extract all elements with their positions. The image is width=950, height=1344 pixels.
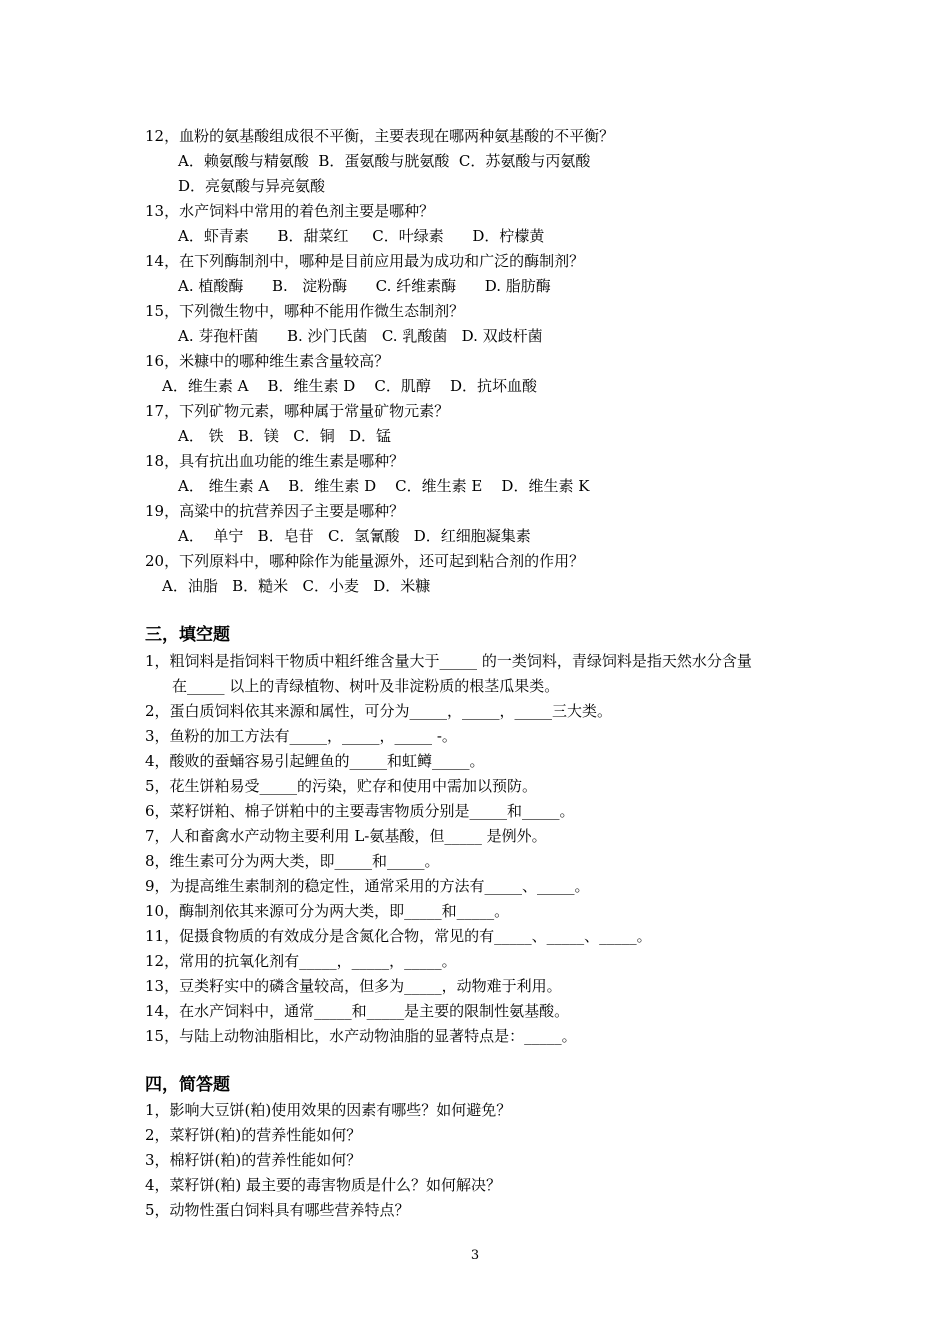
blank-question-1: 1，粗饲料是指饲料干物质中粗纤维含量大于_____ 的一类饲料，青绿饲料是指天然水分含量 [145, 652, 752, 670]
question-12-options-cont: D．亮氨酸与异亮氨酸 [178, 177, 326, 195]
blank-question-10: 10，酶制剂依其来源可分为两大类，即_____和_____。 [145, 902, 510, 920]
blank-question-9: 9，为提高维生素制剂的稳定性，通常采用的方法有_____、_____。 [145, 877, 590, 895]
short-answer-question-5: 5，动物性蛋白饲料具有哪些营养特点？ [145, 1201, 410, 1219]
page-number: 3 [470, 1248, 480, 1263]
blank-question-2: 2，蛋白质饲料依其来源和属性，可分为_____，_____，_____三大类。 [145, 702, 613, 720]
question-18: 18，具有抗出血功能的维生素是哪种？ [145, 452, 405, 470]
blank-question-1-cont: 在_____ 以上的青绿植物、树叶及非淀粉质的根茎瓜果类。 [172, 677, 560, 695]
blank-question-12: 12，常用的抗氧化剂有_____，_____，_____。 [145, 952, 457, 970]
question-17-options: A． 铁 B．镁 C．铜 D．锰 [178, 427, 392, 445]
blank-question-13: 13，豆类籽实中的磷含量较高，但多为_____，动物难于利用。 [145, 977, 562, 995]
blank-question-15: 15，与陆上动物油脂相比，水产动物油脂的显著特点是：_____。 [145, 1027, 577, 1045]
question-19: 19，高粱中的抗营养因子主要是哪种？ [145, 502, 405, 520]
question-12-options: A．赖氨酸与精氨酸 B．蛋氨酸与胱氨酸 C．苏氨酸与丙氨酸 [178, 152, 591, 170]
blank-question-7: 7，人和畜禽水产动物主要利用 L-氨基酸，但_____ 是例外。 [145, 827, 547, 845]
question-14: 14，在下列酶制剂中，哪种是目前应用最为成功和广泛的酶制剂？ [145, 252, 585, 270]
question-20: 20，下列原料中，哪种除作为能量源外，还可起到粘合剂的作用？ [145, 552, 585, 570]
section-heading-short-answer: 四，简答题 [145, 1075, 230, 1095]
section-heading-fill-in-blank: 三，填空题 [145, 625, 230, 645]
short-answer-question-2: 2，菜籽饼(粕)的营养性能如何？ [145, 1126, 362, 1144]
blank-question-3: 3，鱼粉的加工方法有_____，_____，_____ -。 [145, 727, 457, 745]
question-14-options: A. 植酸酶 B. 淀粉酶 C. 纤维素酶 D. 脂肪酶 [178, 277, 551, 295]
question-12: 12，血粉的氨基酸组成很不平衡，主要表现在哪两种氨基酸的不平衡？ [145, 127, 615, 145]
question-19-options: A． 单宁 B．皂苷 C．氢氰酸 D．红细胞凝集素 [178, 527, 531, 545]
question-16: 16，米糠中的哪种维生素含量较高？ [145, 352, 390, 370]
question-13-options: A．虾青素 B．甜菜红 C．叶绿素 D．柠檬黄 [178, 227, 545, 245]
short-answer-question-4: 4，菜籽饼(粕) 最主要的毒害物质是什么？如何解决？ [145, 1176, 502, 1194]
short-answer-question-1: 1，影响大豆饼(粕)使用效果的因素有哪些？如何避免？ [145, 1101, 512, 1119]
blank-question-6: 6，菜籽饼粕、棉子饼粕中的主要毒害物质分别是_____和_____。 [145, 802, 575, 820]
blank-question-14: 14，在水产饲料中，通常_____和_____是主要的限制性氨基酸。 [145, 1002, 570, 1020]
blank-question-5: 5，花生饼粕易受_____的污染，贮存和使用中需加以预防。 [145, 777, 538, 795]
question-20-options: A．油脂 B．糙米 C．小麦 D．米糠 [162, 577, 431, 595]
blank-question-4: 4，酸败的蚕蛹容易引起鲤鱼的_____和虹鳟_____。 [145, 752, 485, 770]
question-15: 15，下列微生物中，哪种不能用作微生态制剂？ [145, 302, 465, 320]
question-17: 17，下列矿物元素，哪种属于常量矿物元素？ [145, 402, 450, 420]
question-15-options: A. 芽孢杆菌 B. 沙门氏菌 C. 乳酸菌 D. 双歧杆菌 [178, 327, 543, 345]
short-answer-question-3: 3，棉籽饼(粕)的营养性能如何？ [145, 1151, 362, 1169]
blank-question-8: 8，维生素可分为两大类，即_____和_____。 [145, 852, 440, 870]
question-16-options: A．维生素 A B．维生素 D C．肌醇 D．抗坏血酸 [162, 377, 537, 395]
question-18-options: A． 维生素 A B．维生素 D C．维生素 E D．维生素 K [178, 477, 590, 495]
question-13: 13，水产饲料中常用的着色剂主要是哪种？ [145, 202, 435, 220]
blank-question-11: 11，促摄食物质的有效成分是含氮化合物，常见的有_____、_____、_____。 [145, 927, 652, 945]
